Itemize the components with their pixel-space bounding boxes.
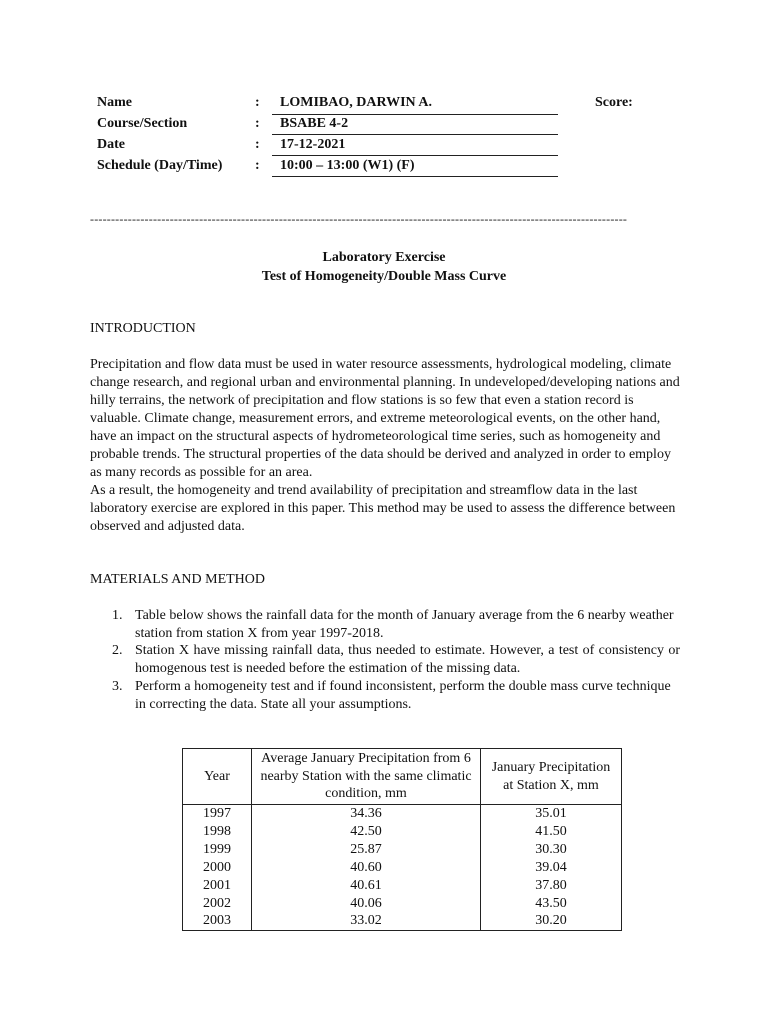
table-cell-avg: 33.02 bbox=[252, 912, 481, 930]
header-station-x-precip: January Precipitation at Station X, mm bbox=[481, 749, 622, 805]
table-cell-year: 2002 bbox=[183, 895, 252, 913]
table-row bbox=[183, 912, 622, 930]
colon: : bbox=[255, 158, 260, 173]
method-list bbox=[90, 607, 680, 713]
table-cell-avg: 40.60 bbox=[252, 859, 481, 877]
table-row bbox=[183, 823, 622, 841]
table-row bbox=[183, 895, 622, 913]
table-cell-avg: 25.87 bbox=[252, 841, 481, 859]
table-row bbox=[183, 841, 622, 859]
table-cell-year: 2003 bbox=[183, 912, 252, 930]
name-value: LOMIBAO, DARWIN A. bbox=[280, 95, 432, 110]
materials-heading: MATERIALS AND METHOD bbox=[90, 572, 265, 587]
introduction-heading: INTRODUCTION bbox=[90, 321, 196, 336]
list-item bbox=[90, 607, 680, 642]
list-number: 1. bbox=[112, 608, 123, 623]
underline bbox=[272, 155, 558, 156]
colon: : bbox=[255, 95, 260, 110]
table-cell-x: 39.04 bbox=[481, 859, 622, 877]
colon: : bbox=[255, 116, 260, 131]
header-year: Year bbox=[183, 749, 252, 805]
table-cell-x: 41.50 bbox=[481, 823, 622, 841]
list-number: 3. bbox=[112, 678, 123, 694]
date-label: Date bbox=[97, 137, 125, 152]
table-cell-year: 1999 bbox=[183, 841, 252, 859]
table-cell-avg: 34.36 bbox=[252, 805, 481, 823]
table-cell-x: 35.01 bbox=[481, 805, 622, 823]
table-cell-year: 1997 bbox=[183, 805, 252, 823]
course-value: BSABE 4-2 bbox=[280, 116, 349, 131]
date-value: 17-12-2021 bbox=[280, 137, 346, 152]
table-cell-year: 2000 bbox=[183, 859, 252, 877]
table-cell-avg: 40.61 bbox=[252, 877, 481, 895]
table-cell-year: 2001 bbox=[183, 877, 252, 895]
table-cell-avg: 42.50 bbox=[252, 823, 481, 841]
underline bbox=[272, 134, 558, 135]
list-item bbox=[90, 678, 680, 713]
schedule-value: 10:00 – 13:00 (W1) (F) bbox=[280, 158, 415, 173]
name-row bbox=[97, 95, 687, 116]
table-cell-x: 43.50 bbox=[481, 895, 622, 913]
underline bbox=[272, 114, 558, 115]
divider-line: -------------------------------------------------------------------------------------------------------------------------------- bbox=[90, 212, 628, 226]
table-header-row bbox=[183, 749, 622, 805]
course-row bbox=[97, 116, 687, 137]
score-label: Score: bbox=[595, 95, 633, 110]
table-body bbox=[183, 805, 622, 931]
table-cell-x: 30.20 bbox=[481, 912, 622, 930]
list-text: Station X have missing rainfall data, thus needed to estimate. However, a test of consistency or homogenous test is needed before the estimation of the missing data. bbox=[135, 643, 680, 677]
intro-paragraph-1: Precipitation and flow data must be used in water resource assessments, hydrological modeling, climate change research, and regional urban and environmental planning. In undeveloped/developing nations and hilly terrains, the network of precipitation and flow stations is so few that even a station record is valuable. Climate change, measurement errors, and extreme meteorological events, on the other hand, have an impact on the structural aspects of hydrometeorological time series, such as homogeneity and probable trends. The structural properties of the data should be derived and analyzed in order to employ as many records as possible for an area. bbox=[90, 357, 680, 480]
name-label: Name bbox=[97, 95, 132, 110]
table-cell-avg: 40.06 bbox=[252, 895, 481, 913]
title-line1: Laboratory Exercise bbox=[322, 250, 446, 265]
header-average-precip: Average January Precipitation from 6 nearby Station with the same climatic condition, mm bbox=[252, 749, 481, 805]
title-line2: Test of Homogeneity/Double Mass Curve bbox=[261, 269, 507, 284]
table-row bbox=[183, 877, 622, 895]
colon: : bbox=[255, 137, 260, 152]
table-cell-year: 1998 bbox=[183, 823, 252, 841]
table-cell-x: 37.80 bbox=[481, 877, 622, 895]
introduction-body bbox=[90, 356, 680, 536]
schedule-row bbox=[97, 158, 687, 179]
course-label: Course/Section bbox=[97, 116, 188, 131]
table-cell-x: 30.30 bbox=[481, 841, 622, 859]
date-row bbox=[97, 137, 687, 158]
list-text: Perform a homogeneity test and if found inconsistent, perform the double mass curve technique in correcting the data. State all your assumptions. bbox=[135, 678, 671, 712]
list-text: Table below shows the rainfall data for the month of January average from the 6 nearby weather station from station X from year 1997-2018. bbox=[135, 608, 674, 641]
underline bbox=[272, 176, 558, 177]
list-number: 2. bbox=[112, 643, 123, 659]
precipitation-table bbox=[182, 748, 622, 931]
list-item bbox=[90, 642, 680, 677]
table-row bbox=[183, 859, 622, 877]
table-row bbox=[183, 805, 622, 823]
schedule-label: Schedule (Day/Time) bbox=[97, 158, 223, 173]
intro-paragraph-2: As a result, the homogeneity and trend availability of precipitation and streamflow data in the last laboratory exercise are explored in this paper. This method may be used to assess the difference between observed and adjusted data. bbox=[90, 483, 676, 534]
